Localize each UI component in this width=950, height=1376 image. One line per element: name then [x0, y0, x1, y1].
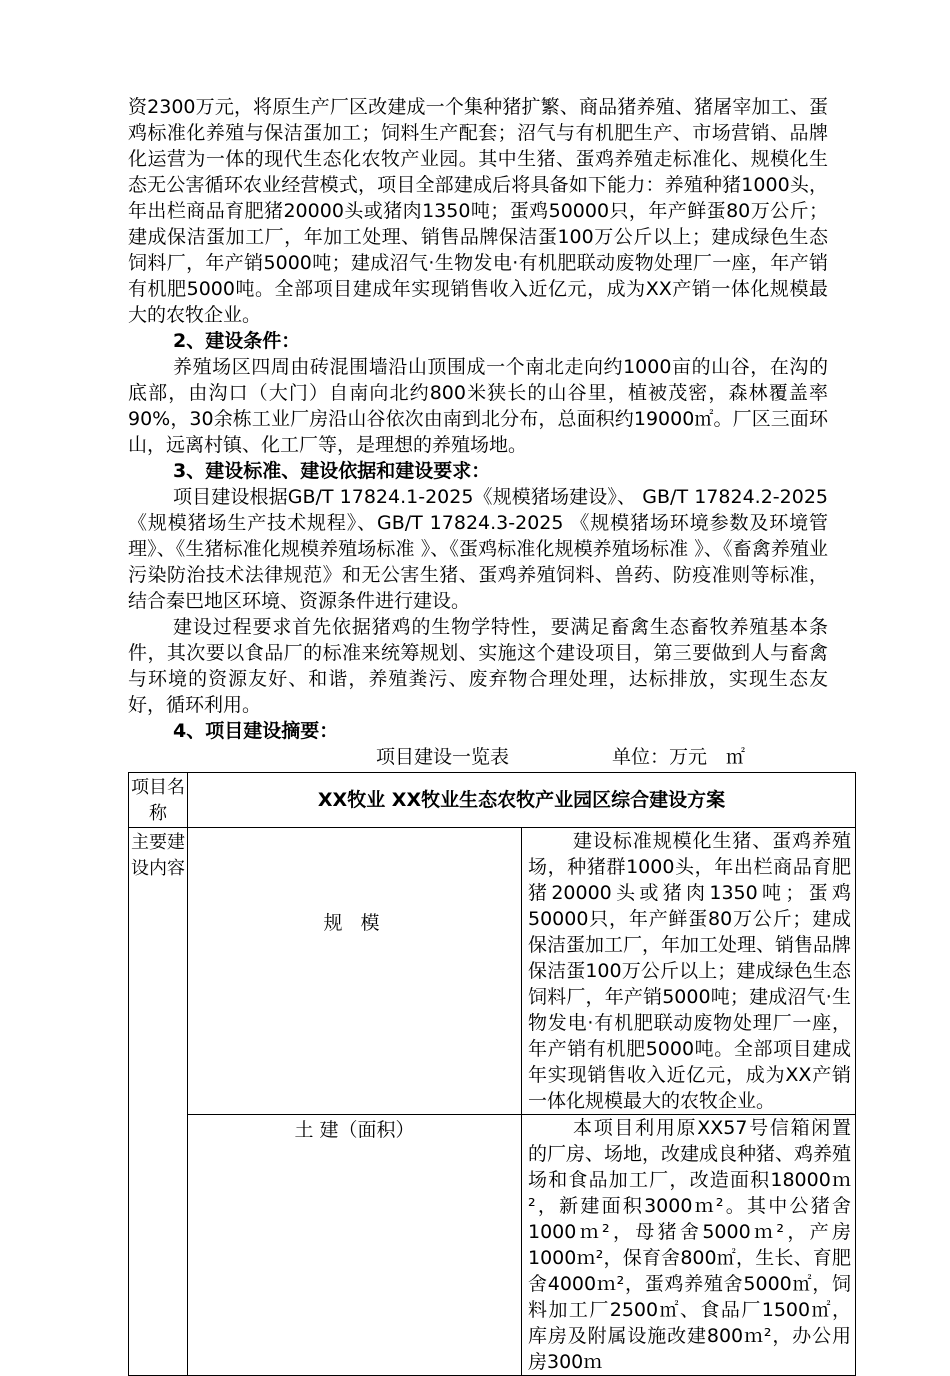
construction-content-text: 本项目利用原XX57号信箱闲置的厂房、场地，改建成良种猪、鸡养殖场和食品加工厂，改造面积18000ｍ²，新建面积3000ｍ²。其中公猪舍1000ｍ²，母猪舍5000ｍ²，产房1000ｍ²，保育舍800㎡，生长、育肥舍4000ｍ²，蛋鸡养殖舍5000㎡，饲料加工厂2500㎡、食品厂1500㎡，库房及附属设施改建800ｍ²，办公用房300ｍ — [528, 1117, 852, 1373]
scale-content — [522, 828, 856, 1115]
construction-label — [188, 1115, 522, 1376]
table-row — [129, 1115, 856, 1376]
project-name-label: 项目名称 — [129, 773, 188, 828]
table-caption-title: 项目建设一览表 — [376, 746, 510, 768]
table-header-row — [129, 773, 856, 828]
requirements-paragraph: 建设过程要求首先依据猪鸡的生物学特性，要满足畜禽生态畜牧养殖基本条件，其次要以食品厂的标准来统筹规划、实施这个建设项目，第三要做到人与畜禽与环境的资源友好、和谐，养殖粪污、废弃物合理处理，达标排放，实现生态友好，循环利用。 — [128, 616, 828, 716]
project-name-value: XX牧业 XX牧业生态农牧产业园区综合建设方案 — [188, 773, 856, 828]
table-caption-unit: 单位：万元 ㎡ — [612, 746, 746, 768]
scale-label: 规 模 — [188, 828, 522, 1115]
intro-paragraph: 资2300万元，将原生产厂区改建成一个集种猪扩繁、商品猪养殖、猪屠宰加工、蛋鸡标准化养殖与保洁蛋加工；饲料生产配套；沼气与有机肥生产、市场营销、品牌化运营为一体的现代生态化农牧产业园。其中生猪、蛋鸡养殖走标准化、规模化生态无公害循环农业经营模式，项目全部建成后将具备如下能力：养殖种猪1000头，年出栏商品育肥猪20000头或猪肉1350吨；蛋鸡50000只，年产鲜蛋80万公斤；建成保洁蛋加工厂，年加工处理、销售品牌保洁蛋100万公斤以上；建成绿色生态饲料厂，年产销5000吨；建成沼气·生物发电·有机肥联动废物处理厂一座，年产销有机肥5000吨。全部项目建成年实现销售收入近亿元，成为XX产销一体化规模最大的农牧企业。 — [128, 96, 828, 326]
conditions-paragraph: 养殖场区四周由砖混围墙沿山顶围成一个南北走向约1000亩的山谷，在沟的底部，由沟口（大门）自南向北约800米狭长的山谷里，植被茂密，森林覆盖率90%，30余栋工业厂房沿山谷依次由南到北分布，总面积约19000㎡。厂区三面环山，远离村镇、化工厂等，是理想的养殖场地。 — [128, 356, 828, 456]
main-content-label: 主要建设内容 — [129, 828, 188, 1376]
standards-paragraph: 项目建设根据GB/T 17824.1-2025《规模猪场建设》、 GB/T 17824.2-2025 《规模猪场生产技术规程》、GB/T 17824.3-2025 《规模猪场环境参数及环境管理》、《生猪标准化规模养殖场标准 》、《蛋鸡标准化规模养殖场标准 》、《畜禽养殖业污染防治技术法律规范》和无公害生猪、蛋鸡养殖饲料、兽药、防疫准则等标准，结合秦巴地区环境、资源条件进行建设。 — [128, 486, 828, 612]
scale-content-text: 建设标准规模化生猪、蛋鸡养殖场，种猪群1000头，年出栏商品育肥猪20000头或猪肉1350吨；蛋鸡50000只，年产鲜蛋80万公斤；建成保洁蛋加工厂，年加工处理、销售品牌保洁蛋100万公斤以上；建成绿色生态饲料厂，年产销5000吨；建成沼气·生物发电·有机肥联动废物处理厂一座，年产销有机肥5000吨。全部项目建成年实现销售收入近亿元，成为XX产销一体化规模最大的农牧企业。 — [528, 830, 852, 1112]
document-page — [128, 94, 852, 1376]
construction-label-text: 土 建（面积） — [294, 1119, 415, 1141]
table-caption — [128, 744, 828, 770]
section-heading-conditions: 2、建设条件： — [173, 330, 301, 352]
section-heading-standards: 3、建设标准、建设依据和建设要求： — [173, 460, 491, 482]
construction-content — [522, 1115, 856, 1376]
section-heading-summary: 4、项目建设摘要： — [173, 720, 339, 742]
table-row — [129, 828, 856, 1115]
project-summary-table — [128, 772, 856, 1376]
